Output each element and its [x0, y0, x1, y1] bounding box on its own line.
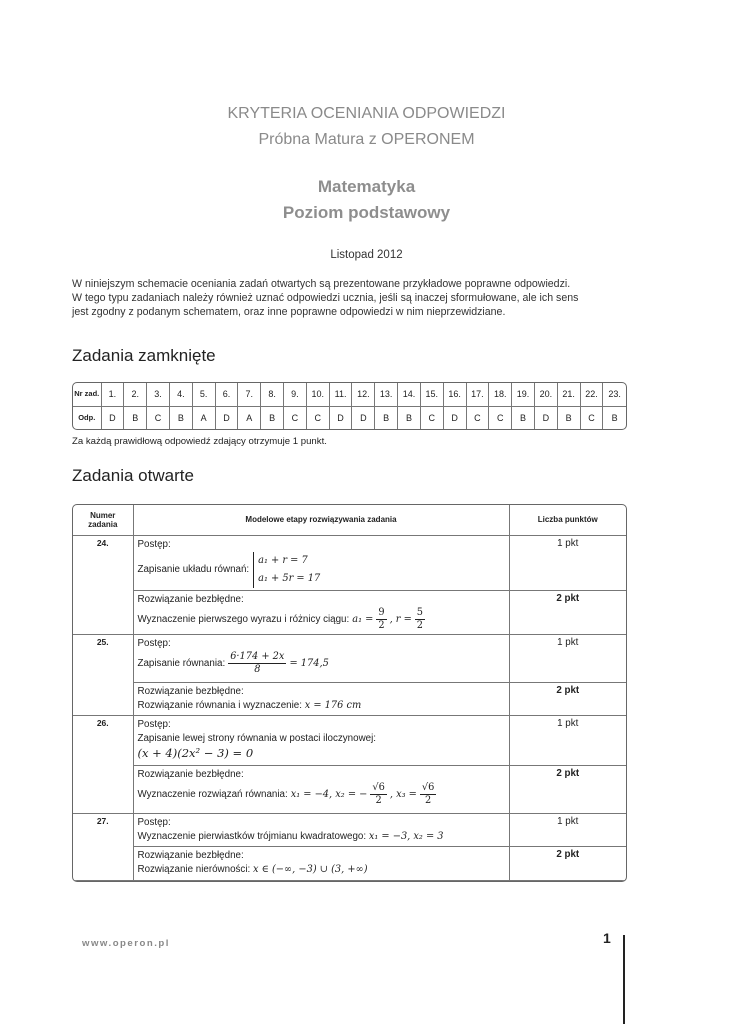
points-cell: 1 pkt — [509, 813, 626, 846]
answer-cell: D — [329, 406, 352, 429]
open-tasks-table — [72, 504, 627, 882]
task-number-cell: 12. — [352, 383, 375, 406]
table-row — [73, 813, 626, 846]
subject-title: Matematyka — [317, 177, 416, 196]
task-number-cell: 17. — [466, 383, 489, 406]
answer-cell: A — [192, 406, 215, 429]
answer-cell: B — [398, 406, 421, 429]
step-cell: Postęp: Zapisanie lewej strony równania w postaci iloczynowej: (x + 4)(2x² − 3) = 0 — [133, 715, 509, 765]
points-cell: 1 pkt — [509, 634, 626, 682]
answer-cell: B — [169, 406, 192, 429]
equation-system: a₁ + r = 7 a₁ + 5r = 17 — [253, 552, 320, 588]
step-cell: Rozwiązanie bezbłędne: Wyznaczenie pierwszego wyrazu i różnicy ciągu: a₁ = $\frac{9}{2}$ , r = $\frac{5}{2}$ — [133, 590, 509, 634]
answer-cell: C — [580, 406, 603, 429]
task-number-cell: 20. — [534, 383, 557, 406]
task-number-cell: 3. — [147, 383, 170, 406]
answer-cell: A — [238, 406, 261, 429]
document-subtitle: Próbna Matura z OPERONEM — [258, 131, 475, 148]
intro-line: W niniejszym schemacie oceniania zadań otwartych są prezentowane przykładowe poprawne odpowiedzi. — [72, 278, 571, 290]
task-number-cell: 23. — [603, 383, 626, 406]
points-cell: 2 pkt — [509, 682, 626, 715]
answer-cell: B — [261, 406, 284, 429]
page-number: 1 — [603, 930, 611, 946]
col-header-steps: Modelowe etapy rozwiązywania zadania — [133, 505, 509, 535]
task-number-cell: 6. — [215, 383, 238, 406]
intro-paragraph — [72, 277, 632, 319]
table-row — [73, 535, 626, 590]
answer-cell: D — [443, 406, 466, 429]
step-cell: Postęp: Zapisanie układu równań: a₁ + r = 7 a₁ + 5r = 17 — [133, 535, 509, 590]
table-row — [73, 715, 626, 765]
exam-date: Listopad 2012 — [330, 249, 403, 261]
answer-cell: D — [534, 406, 557, 429]
intro-line: jest zgodny z podanym schematem, oraz inne poprawne odpowiedzi w nim nieprzewidziane. — [72, 306, 506, 318]
task-number-cell: 16. — [443, 383, 466, 406]
closed-answers-table — [72, 382, 627, 430]
answer-cell: B — [375, 406, 398, 429]
answer-cell: C — [147, 406, 170, 429]
answer-cell: B — [603, 406, 626, 429]
task-number-cell: 10. — [306, 383, 329, 406]
task-number: 27. — [73, 813, 133, 880]
footer-url: www.operon.pl — [82, 938, 170, 949]
answer-cell: C — [466, 406, 489, 429]
table-row — [73, 765, 626, 813]
answer-cell: B — [512, 406, 535, 429]
step-cell: Rozwiązanie bezbłędne: Rozwiązanie nierówności: x ∈ (−∞, −3) ∪ (3, +∞) — [133, 846, 509, 880]
points-cell: 2 pkt — [509, 765, 626, 813]
answer-cell: B — [557, 406, 580, 429]
table-row — [73, 682, 626, 715]
task-number-cell: 18. — [489, 383, 512, 406]
footer-divider — [623, 935, 625, 1024]
task-number-cell: 21. — [557, 383, 580, 406]
task-number: 24. — [73, 535, 133, 634]
task-number-cell: 4. — [169, 383, 192, 406]
points-cell: 1 pkt — [509, 715, 626, 765]
points-cell: 2 pkt — [509, 846, 626, 880]
closed-tasks-heading: Zadania zamknięte — [72, 346, 216, 365]
task-number-cell: 9. — [284, 383, 307, 406]
answer-cell: D — [101, 406, 124, 429]
answer-cell: D — [215, 406, 238, 429]
task-number-cell: 1. — [101, 383, 124, 406]
row-label-odp: Odp. — [73, 406, 101, 429]
points-cell: 2 pkt — [509, 590, 626, 634]
points-cell: 1 pkt — [509, 535, 626, 590]
task-number: 25. — [73, 634, 133, 715]
task-number-cell: 11. — [329, 383, 352, 406]
answer-cell: D — [352, 406, 375, 429]
task-number-cell: 7. — [238, 383, 261, 406]
answer-cell: C — [306, 406, 329, 429]
table-row — [73, 590, 626, 634]
closed-tasks-note: Za każdą prawidłową odpowiedź zdający otrzymuje 1 punkt. — [72, 436, 327, 447]
answer-cell: C — [489, 406, 512, 429]
level-title: Poziom podstawowy — [282, 203, 451, 222]
task-number-cell: 19. — [512, 383, 535, 406]
intro-line: W tego typu zadaniach należy również uznać odpowiedzi ucznia, jeśli są inaczej sformułowane, ale ich sens — [72, 292, 579, 304]
answer-cell: B — [124, 406, 147, 429]
task-number-cell: 5. — [192, 383, 215, 406]
task-number-cell: 13. — [375, 383, 398, 406]
col-header-nr: Numer zadania — [73, 505, 133, 535]
table-row — [73, 846, 626, 880]
step-cell: Rozwiązanie bezbłędne: Rozwiązanie równania i wyznaczenie: x = 176 cm — [133, 682, 509, 715]
document-title: KRYTERIA OCENIANIA ODPOWIEDZI — [227, 105, 506, 122]
table-row — [73, 634, 626, 682]
answer-cell: C — [284, 406, 307, 429]
task-number-cell: 2. — [124, 383, 147, 406]
task-number: 26. — [73, 715, 133, 813]
answer-cell: C — [420, 406, 443, 429]
task-number-cell: 22. — [580, 383, 603, 406]
task-number-cell: 15. — [420, 383, 443, 406]
step-cell: Rozwiązanie bezbłędne: Wyznaczenie rozwiązań równania: x₁ = −4, x₂ = − $\frac{√6}{2}$ , x₃ = $\frac{√6}{2}$ — [133, 765, 509, 813]
step-cell: Postęp: Zapisanie równania: $\frac{6\cdot 174 + 2x}{8}$ = 174,5 — [133, 634, 509, 682]
open-tasks-heading: Zadania otwarte — [72, 466, 194, 485]
task-number-cell: 8. — [261, 383, 284, 406]
row-label-nr: Nr zad. — [73, 383, 101, 406]
col-header-points: Liczba punktów — [509, 505, 626, 535]
task-number-cell: 14. — [398, 383, 421, 406]
step-cell: Postęp: Wyznaczenie pierwiastków trójmianu kwadratowego: x₁ = −3, x₂ = 3 — [133, 813, 509, 846]
